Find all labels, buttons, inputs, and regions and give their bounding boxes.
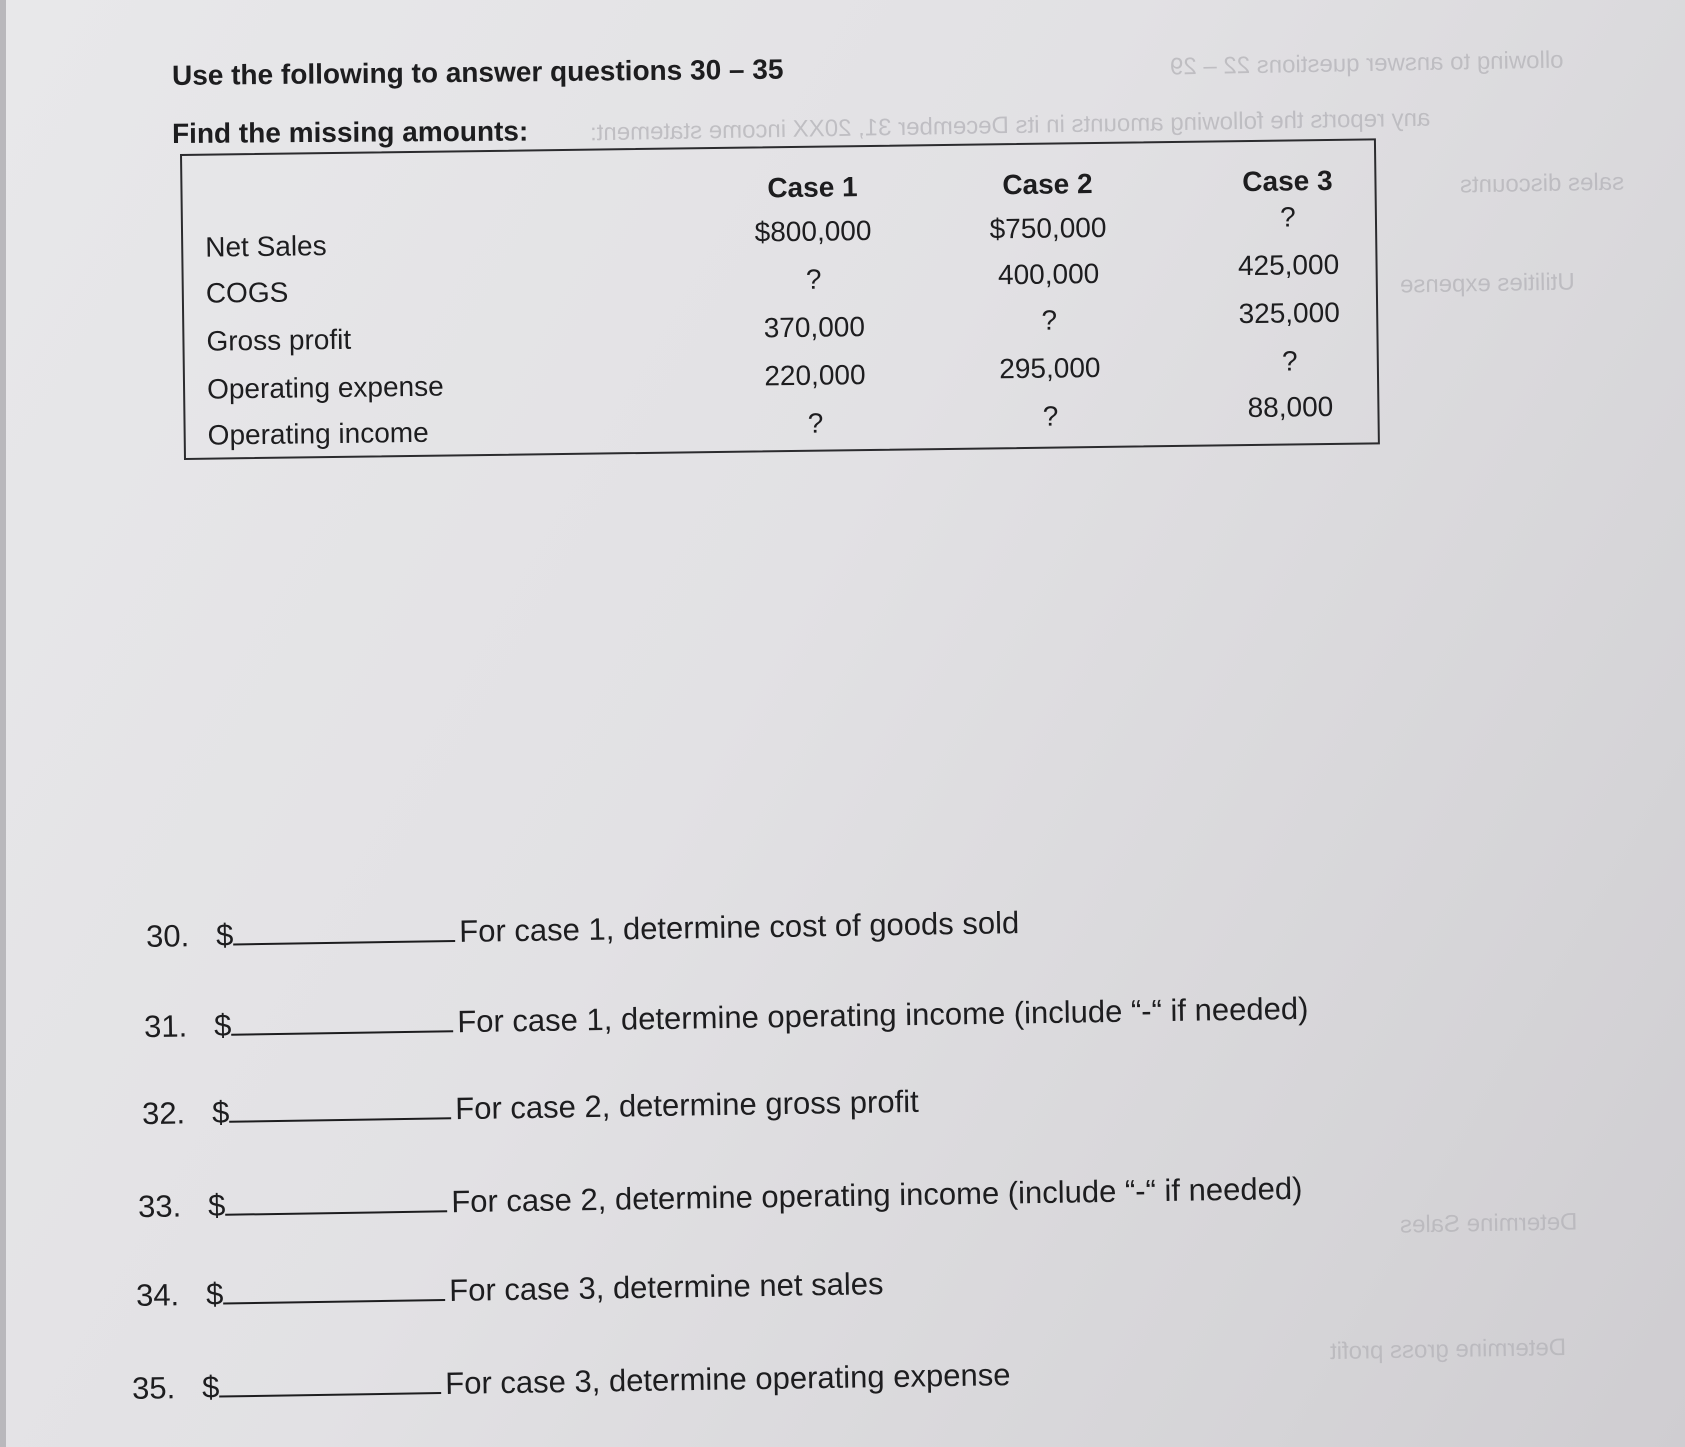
cell-operating-expense-case-3: ? (1281, 345, 1298, 377)
question-32 (142, 1084, 919, 1132)
bleed-through-text: ollowing to answer questions 22 – 29 (1169, 46, 1564, 81)
question-number: 35. (131, 1370, 176, 1406)
question-35 (132, 1357, 1011, 1407)
row-label-operating-income: Operating income (207, 416, 429, 451)
answer-blank-31[interactable] (231, 1004, 453, 1035)
answer-blank-33[interactable] (225, 1184, 447, 1215)
question-text: For case 2, determine operating income (include “-“ if needed) (451, 1170, 1303, 1220)
question-text: For case 1, determine operating income (include “-“ if needed) (457, 990, 1309, 1040)
cell-operating-expense-case-1: 220,000 (764, 359, 866, 392)
question-number: 34. (135, 1277, 180, 1313)
cell-cogs-case-3: 425,000 (1237, 248, 1340, 282)
row-label-net-sales: Net Sales (205, 230, 327, 263)
cell-net-sales-case-2: $750,000 (989, 211, 1107, 245)
column-header-case-1: Case 1 (767, 171, 858, 204)
cell-gross-profit-case-3: 325,000 (1238, 296, 1340, 330)
question-text: For case 3, determine operating expense (444, 1357, 1011, 1401)
cell-operating-income-case-1: ? (807, 407, 824, 439)
bleed-through-text: Determine Sales (1399, 1208, 1578, 1239)
question-31 (144, 991, 1309, 1045)
currency-symbol: $ (211, 1094, 230, 1130)
question-33 (138, 1171, 1303, 1225)
column-header-case-3: Case 3 (1242, 164, 1333, 198)
cell-gross-profit-case-2: ? (1041, 304, 1058, 336)
question-number: 32. (141, 1095, 186, 1132)
currency-symbol: $ (201, 1369, 220, 1405)
question-number: 30. (145, 918, 190, 954)
answer-blank-34[interactable] (223, 1273, 445, 1304)
cell-operating-expense-case-2: 295,000 (999, 351, 1101, 385)
cell-net-sales-case-1: $800,000 (754, 214, 872, 248)
bleed-through-text: any reports the following amounts in its December 31, 20XX income statement: (589, 104, 1431, 147)
bleed-through-text: Determine gross profit (1329, 1333, 1567, 1366)
currency-symbol: $ (213, 1007, 232, 1044)
currency-symbol: $ (205, 1276, 224, 1312)
bleed-through-text: Utilities expense (1399, 268, 1575, 299)
row-label-cogs: COGS (205, 276, 289, 309)
question-number: 31. (143, 1008, 188, 1045)
row-label-gross-profit: Gross profit (206, 323, 352, 357)
answer-blank-30[interactable] (233, 914, 455, 945)
bleed-through-text: sales discounts (1459, 168, 1625, 199)
row-label-operating-expense: Operating expense (206, 370, 444, 405)
question-number: 33. (137, 1188, 182, 1225)
cell-cogs-case-1: ? (805, 263, 822, 295)
instructions-title: Use the following to answer questions 30 – 35 (171, 53, 784, 91)
answer-blank-32[interactable] (229, 1091, 451, 1122)
question-text: For case 2, determine gross profit (454, 1083, 919, 1127)
page-edge (0, 0, 6, 1447)
column-header-case-2: Case 2 (1002, 168, 1093, 201)
cell-operating-income-case-2: ? (1042, 400, 1059, 432)
cell-cogs-case-2: 400,000 (997, 257, 1100, 291)
answer-blank-35[interactable] (219, 1366, 441, 1397)
question-30 (146, 905, 1020, 955)
instructions-subtitle: Find the missing amounts: (171, 115, 529, 149)
question-text: For case 1, determine cost of goods sold (458, 905, 1020, 949)
currency-symbol: $ (215, 917, 234, 953)
cell-operating-income-case-3: 88,000 (1247, 390, 1334, 424)
currency-symbol: $ (207, 1187, 226, 1224)
missing-amounts-table (180, 138, 1380, 460)
question-34 (136, 1266, 884, 1314)
cell-gross-profit-case-1: 370,000 (763, 311, 866, 344)
cell-net-sales-case-3: ? (1279, 201, 1296, 233)
question-text: For case 3, determine net sales (448, 1266, 884, 1308)
